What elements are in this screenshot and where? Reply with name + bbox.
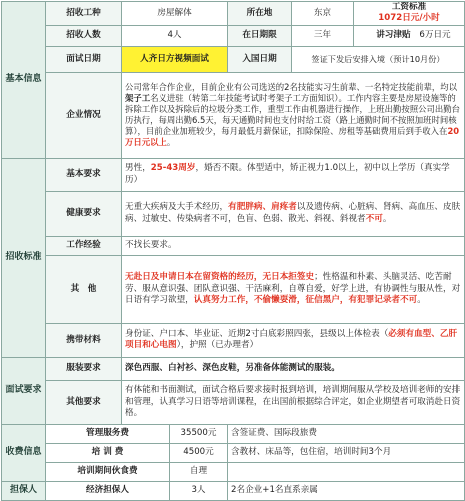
basic-req-label: 基本要求	[46, 158, 122, 191]
other-highlight-1: 无赴日及申请日本在留资格的经历，无日本拒签史	[125, 272, 315, 283]
company-text-1: 公司常年合作企业，目前企业有公司选送的2名技能实习生前辈、一名特定技能前辈，均以	[125, 81, 457, 92]
documents-text	[122, 323, 465, 357]
other-text	[122, 255, 465, 323]
documents-text-2: ），护照（已办理者）	[176, 340, 259, 351]
basic-req-text	[122, 158, 465, 191]
fee-row-label: 培 训 费	[46, 443, 170, 462]
job-type-value: 房屋解体	[122, 2, 228, 26]
fee-row-note	[228, 462, 465, 481]
documents-text-1: 身份证、户口本、毕业证、近期2寸白底彩照四张，县级以上体检表（	[125, 328, 389, 339]
other-req-label: 其他要求	[46, 380, 122, 424]
health-highlight-2: 不可	[365, 213, 383, 224]
health-text-2: 以及遗传病、心脏病、肾病、高血压、皮肤病、过敏史、传染病者不可，色盲、色弱、散光、斜视、斜视者	[125, 202, 461, 224]
headcount-value: 4人	[122, 25, 228, 46]
health-text-3: 。	[382, 213, 392, 224]
other-req-text: 有体能和书面测试，面试合格后要求接时报到培训，培训期间服从学校及培训老师的安排和管理，认真学习日语等培训课程，在出国前根据综合评定，如企业期望者可取消赴日资格。	[122, 380, 465, 424]
fee-row-label: 管理服务费	[46, 424, 170, 443]
guarantor-value: 3人	[170, 481, 228, 500]
health-text-1: 无重大疾病及大手术经历，	[125, 202, 229, 213]
section-guarantor: 担保人	[2, 481, 46, 500]
attire-label: 服装要求	[46, 357, 122, 380]
fee-row-note: 含签证费、国际段旅费	[228, 424, 465, 443]
wage-label-text: 工资标准	[391, 2, 427, 12]
term-label: 在日期限	[228, 25, 292, 46]
wage-label	[354, 2, 465, 26]
company-description	[122, 72, 465, 158]
fee-row-label: 培训期间伙食费	[46, 462, 170, 481]
experience-label: 工作经验	[46, 236, 122, 255]
recruitment-info-table	[1, 1, 465, 501]
section-basic-info: 基本信息	[2, 2, 46, 159]
allowance-value: 6万日元	[419, 30, 451, 41]
fee-row-value: 35500元	[170, 424, 228, 443]
health-label: 健康要求	[46, 191, 122, 236]
wage-value: 1072日元/小时	[378, 13, 440, 24]
section-interview-req: 面试要求	[2, 357, 46, 424]
job-type-label: 招收工种	[46, 2, 122, 26]
guarantor-label: 经济担保人	[46, 481, 170, 500]
fee-row-note: 含教材、床品等，包住宿，培训时间3个月	[228, 443, 465, 462]
company-text-3: 。	[166, 137, 176, 148]
other-highlight-2: 认真努力工作，不偷懒耍滑，征信黑户，有犯罪记录者不可	[193, 294, 418, 305]
health-text	[122, 191, 465, 236]
company-label: 企业情况	[46, 72, 122, 158]
location-label: 所在地	[228, 2, 292, 26]
section-fees: 收费信息	[2, 424, 46, 481]
other-text-1: ；性格温和朴素、头脑灵活、吃苦耐劳、服从意识强、团队意识强、干活麻利，自尊自爱，好学上进，有协调性与服从性，对日语有学习欲望，	[125, 272, 461, 305]
health-highlight-1: 有肥胖病、肩疼者	[228, 202, 297, 213]
guarantor-note: 2名企业+1名直系亲属	[228, 481, 465, 500]
documents-highlight: 必须有血型、乙肝项目和心电图	[125, 328, 458, 351]
attire-text: 深色西服、白衬衫、深色皮鞋，另准备体能测试的服装。	[122, 357, 465, 380]
company-text-2: 名义进驻（转第二年技能考试时考架子工方面知识）。工作内容主要是房屋设施等的拆除工作以及拆除后的垃圾分类工作，重型工作由机器进行操作，上班出勤按照公司出勤台历执行，每周出勤6.5天，每天通勤时间也支付时给工资（路上通勤时间不按照加班时间核算），目前企业加班较少，每月最低月薪保证，扣除保险、房租等基础费用后到手收入在	[125, 93, 460, 137]
company-highlight-salary: 20万日元以上	[125, 126, 460, 148]
fee-row-value: 自理	[170, 462, 228, 481]
allowance-label: 讲习津贴	[376, 30, 411, 41]
fee-row-value: 4500元	[170, 443, 228, 462]
other-text-2: 。	[417, 294, 426, 305]
term-value: 三年	[292, 25, 354, 46]
entry-date-value: 签证下发后安排入境（预计10月份）	[292, 46, 465, 72]
interview-date-value: 人齐日方视频面试	[122, 46, 228, 72]
basic-req-text-1: 男性，	[125, 163, 151, 174]
allowance-cell	[354, 25, 465, 46]
experience-text: 不找长要求。	[122, 236, 465, 255]
basic-req-text-2: ，婚否不限。体型适中，矫正视力1.0以上，初中以上学历（真实学历）	[125, 163, 450, 185]
headcount-label: 招收人数	[46, 25, 122, 46]
company-highlight-scaffolder: 架子工	[125, 93, 151, 103]
documents-label: 携带材料	[46, 323, 122, 357]
section-recruit-standard: 招收标准	[2, 158, 46, 357]
entry-date-label: 入国日期	[228, 46, 292, 72]
other-label: 其 他	[46, 255, 122, 323]
location-value: 东京	[292, 2, 354, 26]
age-range: 25-43周岁	[150, 163, 196, 174]
interview-date-label: 面试日期	[46, 46, 122, 72]
